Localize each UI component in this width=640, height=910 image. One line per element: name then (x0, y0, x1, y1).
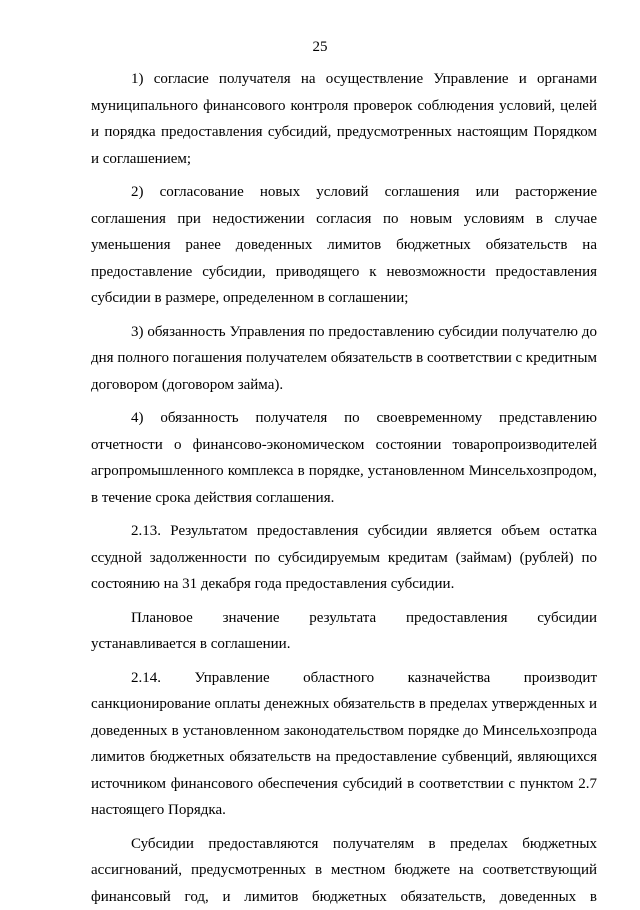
page-number: 25 (0, 38, 640, 56)
paragraph-consent: 1) согласие получателя на осуществление Управление и органами муниципального финансового контроля проверок соблюдения условий, целей и порядка предоставления субсидий, предусмотренных настоящим Порядком и соглашением; (91, 66, 597, 172)
paragraph-agreement-changes: 2) согласование новых условий соглашения или расторжение соглашения при недостижении согласия по новым условиям в случае уменьшения ранее доведенных лимитов бюджетных обязательств на предоставление субсидии, приводящего к невозможности предоставления субсидии в размере, определенном в соглашении; (91, 179, 597, 312)
paragraph-subsidies: Субсидии предоставляются получателям в пределах бюджетных ассигнований, предусмотренных в местном бюджете на соответствующий финансовый год, и лимитов бюджетных обязательств, доведенных в (91, 831, 597, 910)
paragraph-2-14: 2.14. Управление областного казначейства производит санкционирование оплаты денежных обязательств в пределах утвержденных и доведенных в установленном законодательством порядке до Минсельхозпрода лимитов бюджетных обязательств на предоставление субвенций, являющихся источником финансового обеспечения субсидий в соответствии с пунктом 2.7 настоящего Порядка. (91, 665, 597, 824)
body-text (91, 66, 597, 910)
paragraph-management-obligation: 3) обязанность Управления по предоставлению субсидии получателю до дня полного погашения получателем обязательств в соответствии с кредитным договором (договором займа). (91, 319, 597, 399)
paragraph-recipient-obligation: 4) обязанность получателя по своевременному представлению отчетности о финансово-экономическом состоянии товаропроизводителей агропромышленного комплекса в порядке, установленном Минсельхозпродом, в течение срока действия соглашения. (91, 405, 597, 511)
paragraph-2-13: 2.13. Результатом предоставления субсидии является объем остатка ссудной задолженности по субсидируемым кредитам (займам) (рублей) по состоянию на 31 декабря года предоставления субсидии. (91, 518, 597, 598)
paragraph-planned-value: Плановое значение результата предоставления субсидии устанавливается в соглашении. (91, 605, 597, 658)
